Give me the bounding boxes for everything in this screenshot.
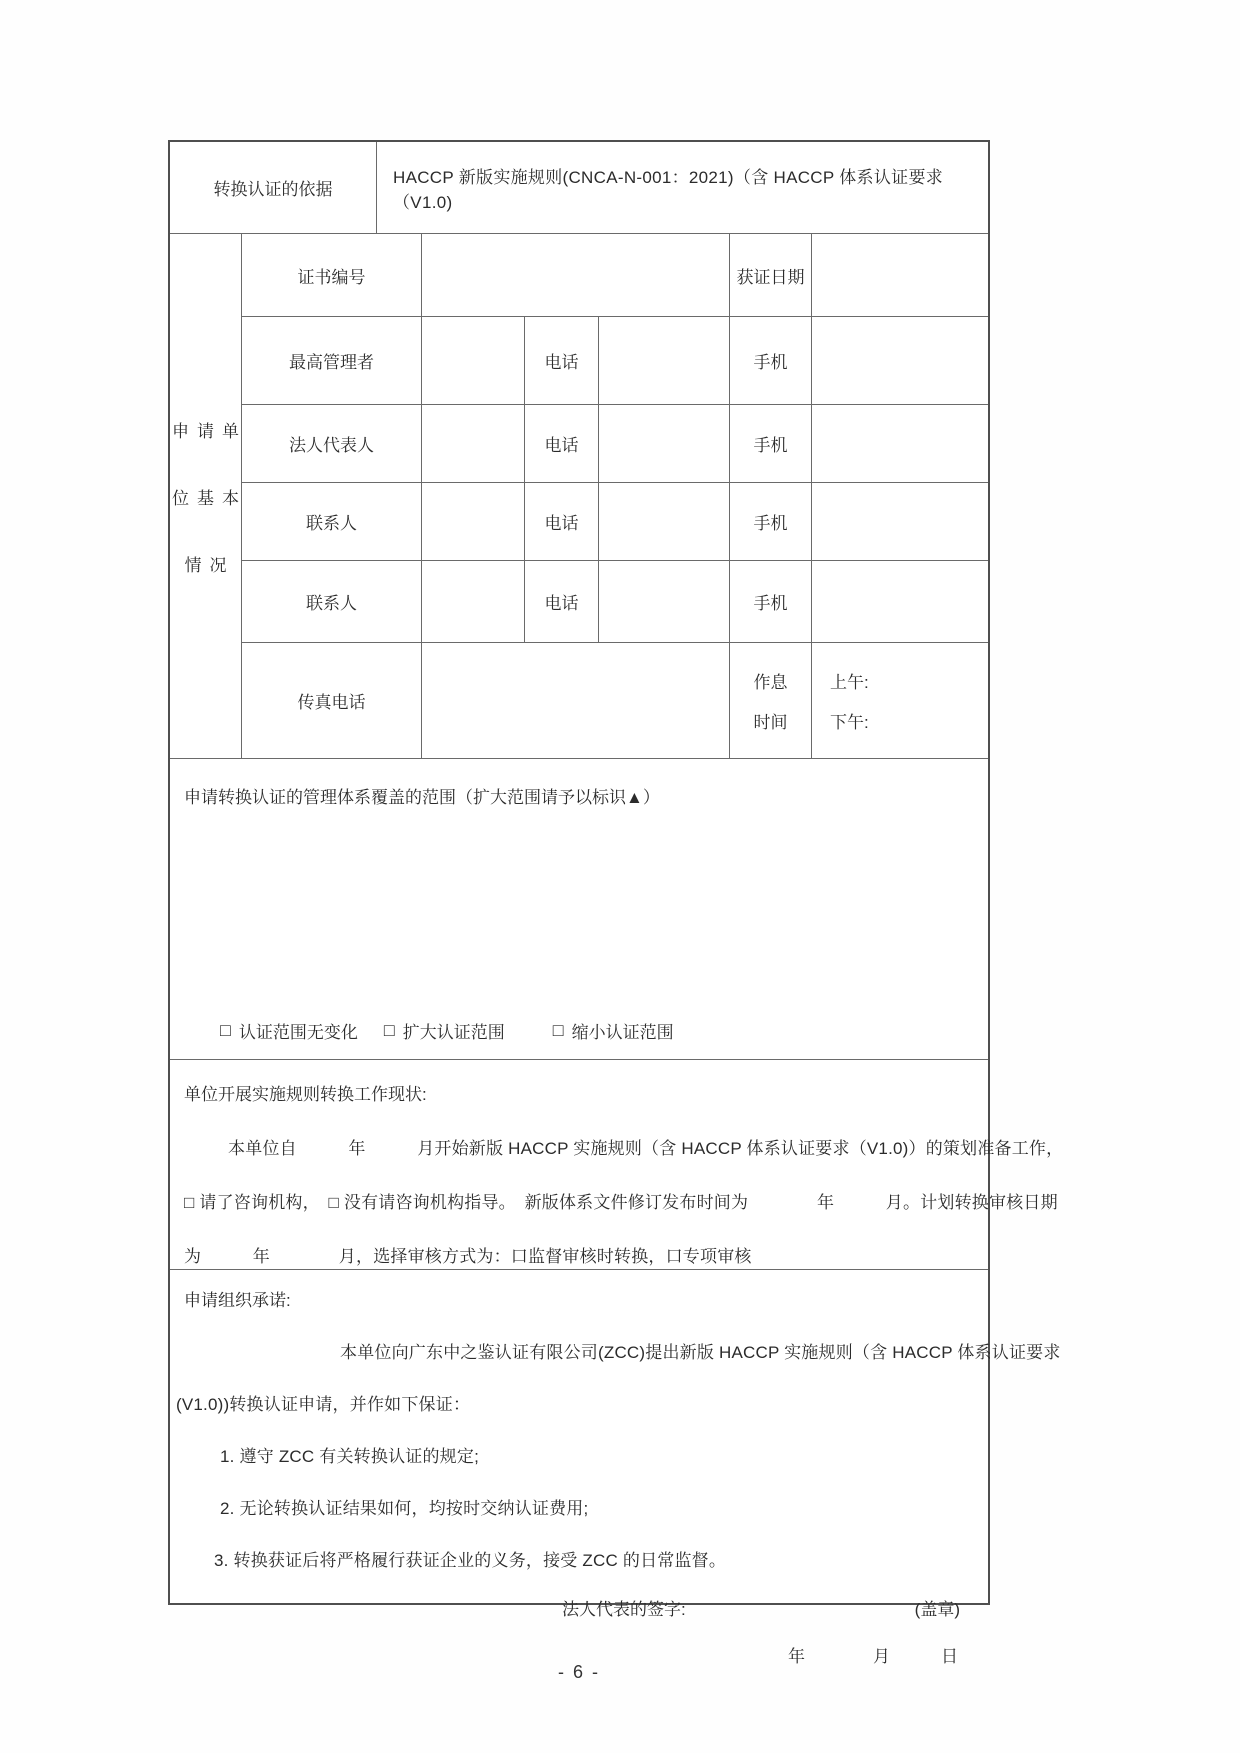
name-input-cell[interactable] <box>422 317 525 404</box>
tel-input-cell[interactable] <box>599 317 730 404</box>
commitment-title: 申请组织承诺: <box>184 1291 291 1310</box>
seal-label: (盖章) <box>914 1600 960 1619</box>
commitment-section <box>170 1270 1061 1666</box>
signature-row <box>184 1595 974 1620</box>
scope-options <box>184 1018 974 1043</box>
cert-no-input-cell[interactable] <box>422 234 730 316</box>
work-schedule-label <box>730 643 812 758</box>
tel-label: 电话 <box>525 561 599 642</box>
commitment-item-2: 2. 无论转换认证结果如何，均按时交纳认证费用; <box>220 1499 589 1518</box>
basic-info-block <box>170 234 988 759</box>
certificate-row <box>242 234 988 317</box>
basic-info-section-label <box>170 234 247 758</box>
table-row-top-manager <box>242 317 988 405</box>
role-label: 最高管理者 <box>242 317 422 404</box>
scope-option-label: 扩大认证范围 <box>402 1023 505 1042</box>
table-row-contact-2 <box>242 561 988 643</box>
role-label: 联系人 <box>242 483 422 560</box>
status-line-1: 本单位自 年 月开始新版 HACCP 实施规则（含 HACCP 体系认证要求（V1.0)）的策划准备工作， <box>228 1139 1064 1158</box>
scope-section <box>170 759 988 1060</box>
commitment-item-3: 3. 转换获证后将严格履行获证企业的义务，接受 ZCC 的日常监督。 <box>214 1551 727 1570</box>
tel-input-cell[interactable] <box>599 405 730 482</box>
fax-label: 传真电话 <box>242 643 422 758</box>
fax-row <box>242 643 988 758</box>
commitment-paragraph-1: 本单位向广东中之鉴认证有限公司(ZCC)提出新版 HACCP 实施规则（含 HACCP 体系认证要求 <box>340 1343 1061 1362</box>
name-input-cell[interactable] <box>422 561 525 642</box>
scope-title: 申请转换认证的管理体系覆盖的范围（扩大范围请予以标识▲） <box>184 788 660 807</box>
signature-date-line: 年 月 日 <box>788 1647 958 1666</box>
mobile-label: 手机 <box>730 317 812 404</box>
name-input-cell[interactable] <box>422 405 525 482</box>
tel-label: 电话 <box>525 317 599 404</box>
tel-input-cell[interactable] <box>599 561 730 642</box>
checkbox-icon[interactable]: □ <box>220 1020 231 1040</box>
section-label-line: 位基本 <box>172 488 247 508</box>
mobile-input-cell[interactable] <box>812 405 988 482</box>
work-schedule-input-cell[interactable] <box>812 643 988 758</box>
checkbox-icon[interactable]: □ <box>383 1020 395 1040</box>
scope-option-expand <box>384 1018 505 1043</box>
basis-row <box>170 142 988 234</box>
role-label: 联系人 <box>242 561 422 642</box>
mobile-input-cell[interactable] <box>812 561 988 642</box>
am-label: 上午: <box>830 673 869 693</box>
basis-label: 转换认证的依据 <box>170 142 377 233</box>
conversion-status-section <box>170 1060 1064 1270</box>
scope-option-label: 缩小认证范围 <box>571 1023 674 1042</box>
basis-value: HACCP 新版实施规则(CNCA-N-001：2021)（含 HACCP 体系认证要求（V1.0) <box>393 167 944 212</box>
section-label-line: 申请单 <box>172 421 247 441</box>
scope-option-no-change <box>220 1018 358 1043</box>
cert-no-label: 证书编号 <box>242 234 422 316</box>
mobile-input-cell[interactable] <box>812 483 988 560</box>
schedule-label-line: 作息 <box>753 673 788 693</box>
status-line-2: □ 请了咨询机构， □ 没有请咨询机构指导。 新版体系文件修订发布时间为 年 月。计划转换审核日期 <box>184 1193 1058 1212</box>
mobile-label: 手机 <box>730 483 812 560</box>
status-line-3: 为 年 月，选择审核方式为：口监督审核时转换，口专项审核 <box>184 1247 752 1266</box>
scope-option-label: 认证范围无变化 <box>238 1023 358 1042</box>
mobile-label: 手机 <box>730 561 812 642</box>
name-input-cell[interactable] <box>422 483 525 560</box>
section-label-line: 情况 <box>184 555 235 575</box>
table-row-contact-1 <box>242 483 988 561</box>
cert-date-input-cell[interactable] <box>812 234 988 316</box>
page-number: - 6 - <box>557 1662 600 1682</box>
status-title: 单位开展实施规则转换工作现状: <box>184 1085 427 1104</box>
tel-input-cell[interactable] <box>599 483 730 560</box>
basic-info-rows <box>242 234 988 758</box>
cert-date-label: 获证日期 <box>730 234 812 316</box>
commitment-paragraph-2: (V1.0))转换认证申请，并作如下保证： <box>176 1395 471 1414</box>
table-row-legal-rep <box>242 405 988 483</box>
scope-option-reduce <box>553 1018 674 1043</box>
mobile-label: 手机 <box>730 405 812 482</box>
fax-input-cell[interactable] <box>422 643 730 758</box>
role-label: 法人代表人 <box>242 405 422 482</box>
legal-rep-signature-label: 法人代表的签字: <box>562 1600 686 1619</box>
tel-label: 电话 <box>525 405 599 482</box>
commitment-item-1: 1. 遵守 ZCC 有关转换认证的规定; <box>220 1447 480 1466</box>
schedule-label-line: 时间 <box>753 712 788 732</box>
haccp-conversion-application-table <box>168 140 1064 1666</box>
mobile-input-cell[interactable] <box>812 317 988 404</box>
tel-label: 电话 <box>525 483 599 560</box>
pm-label: 下午: <box>830 712 869 732</box>
checkbox-icon[interactable]: □ <box>552 1020 564 1040</box>
